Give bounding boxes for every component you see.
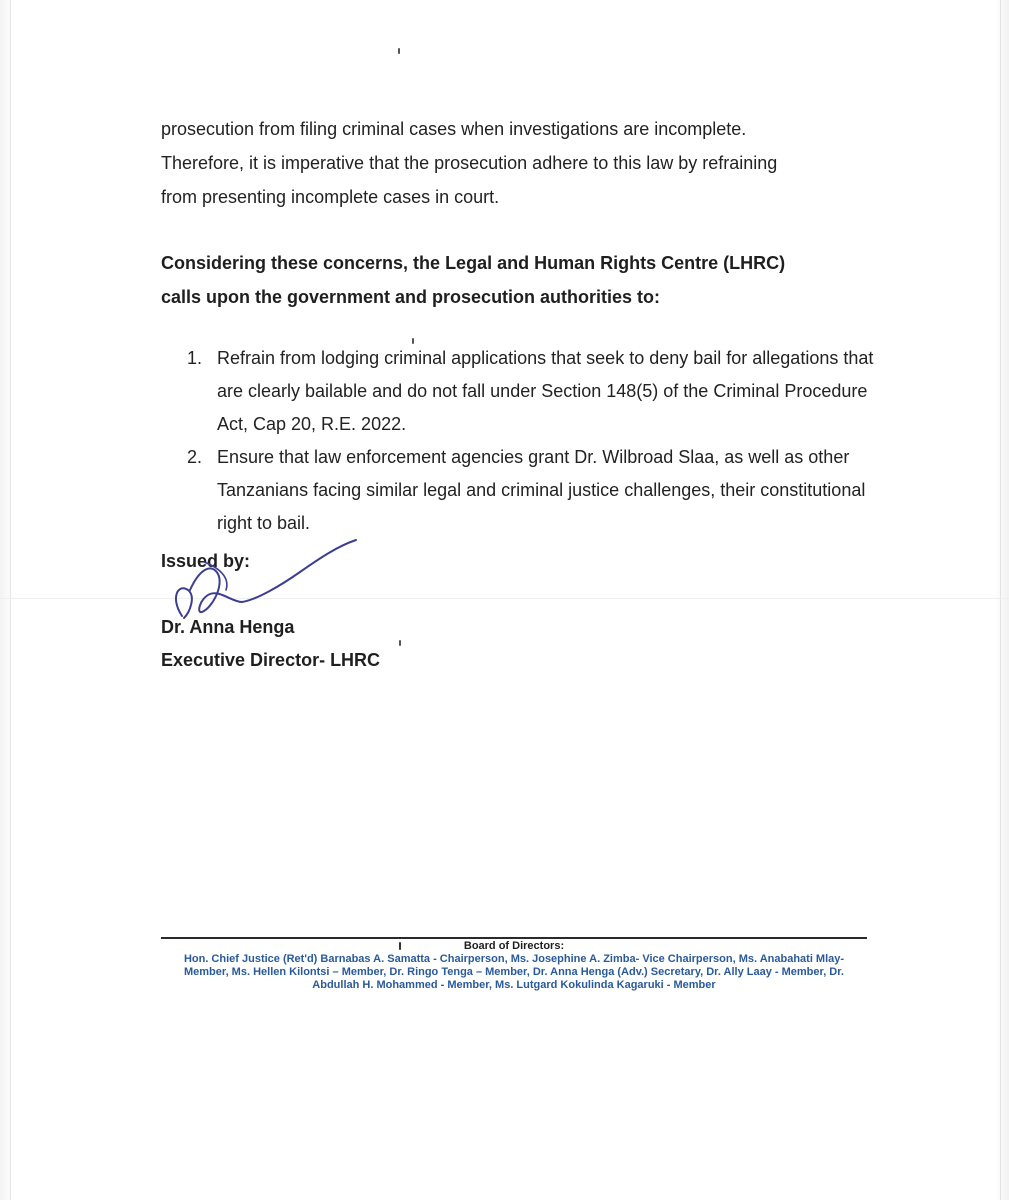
signer-title: Executive Director- LHRC: [161, 650, 381, 670]
demand-item: [161, 441, 891, 540]
page-edge-left: [10, 0, 11, 1200]
paragraph-continuation: [161, 112, 875, 214]
demand-text: Ensure that law enforcement agencies grant Dr. Wilbroad Slaa, as well as other Tanzanians facing similar legal and criminal justice challenges, their constitutional right to bail.: [217, 447, 866, 533]
footer-divider: [161, 937, 867, 939]
scan-speck: [399, 640, 401, 646]
demand-item: [161, 342, 891, 441]
demand-number: 1.: [187, 348, 203, 368]
issued-by-label: Issued by:: [161, 551, 251, 571]
heading-line: Considering these concerns, the Legal and Human Rights Centre (LHRC): [161, 253, 786, 273]
paragraph-line: from presenting incomplete cases in court.: [161, 187, 500, 207]
scan-speck: [398, 48, 400, 54]
page-edge-right: [1000, 0, 1001, 1200]
paragraph-line: prosecution from filing criminal cases when investigations are incomplete.: [161, 119, 747, 139]
board-of-directors-title: Board of Directors:: [463, 940, 565, 952]
demands-list: [161, 342, 891, 540]
paragraph-line: Therefore, it is imperative that the prosecution adhere to this law by refraining: [161, 153, 778, 173]
signer-name: Dr. Anna Henga: [161, 617, 295, 637]
call-to-action-heading: [161, 246, 875, 314]
board-of-directors-members: Hon. Chief Justice (Ret'd) Barnabas A. Samatta - Chairperson, Ms. Josephine A. Zimba- Vice Chairperson, Ms. Anabahati Mlay- Member, Ms. Hellen Kilontsi – Member, Dr. Ringo Tenga – Member, Dr. Anna Henga (Adv.) Secretary, Dr. Ally Laay - Member, Dr. Abdullah H. Mohammed - Member, Ms. Lutgard Kokulinda Kagaruki - Member: [183, 953, 845, 991]
demand-text: Refrain from lodging criminal applications that seek to deny bail for allegations that are clearly bailable and do not fall under Section 148(5) of the Criminal Procedure Act, Cap 20, R.E. 2022.: [217, 348, 874, 434]
demand-number: 2.: [187, 447, 203, 467]
scan-fold-line: [0, 598, 1009, 599]
heading-line: calls upon the government and prosecution authorities to:: [161, 287, 661, 307]
